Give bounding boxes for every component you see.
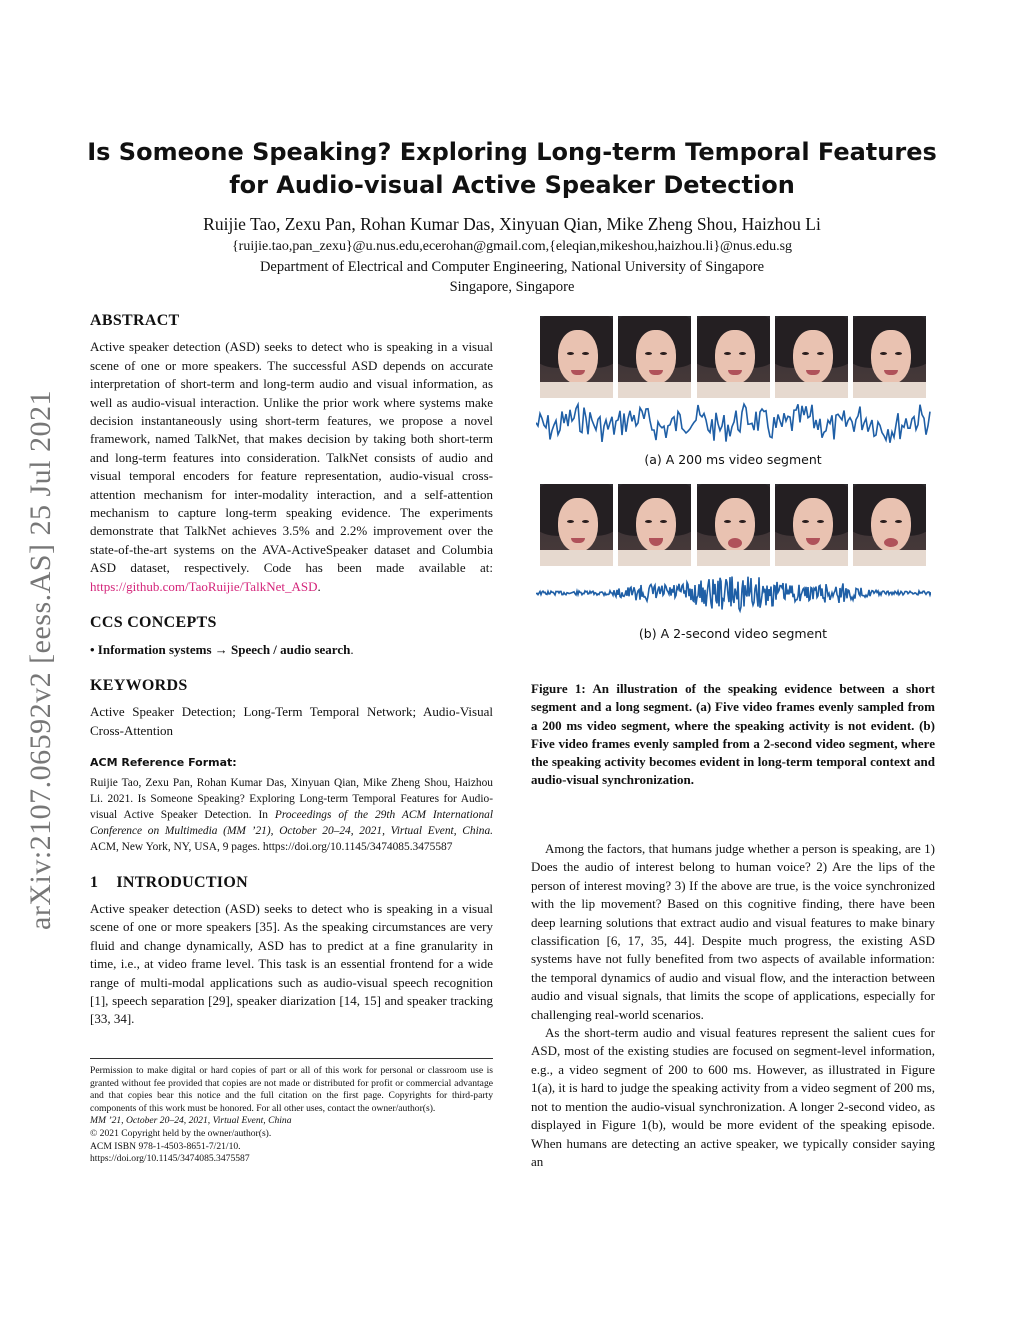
keywords-text: Active Speaker Detection; Long-Term Temporal Network; Audio-Visual Cross-Attention xyxy=(90,704,493,738)
video-frame xyxy=(540,316,613,398)
isbn-line: ACM ISBN 978-1-4503-8651-7/21/10. xyxy=(90,1140,241,1152)
video-frame xyxy=(618,484,691,566)
video-frame xyxy=(697,484,770,566)
intro-paragraph-3: As the short-term audio and visual features represent the salient cues for ASD, most of the existing studies are focused on segment-level information, e.g., a video segment of 200 to 600 ms. However, as illustrated in Figure 1(a), it is hard to judge the speaking activity from a video segment of 200 ms, not to mention the audio-visual synchronization. A longer 2-second video, as displayed in Figure 1(b), would be more evident of the speaking episode. When humans are detecting an active speaker, we typically consider saying an xyxy=(531,1025,935,1169)
video-frame xyxy=(697,316,770,398)
doi-line: https://doi.org/10.1145/3474085.3475587 xyxy=(90,1153,250,1165)
frames-2s xyxy=(540,484,926,566)
subcaption-a: (a) A 200 ms video segment xyxy=(644,452,822,467)
acm-ref-text: Ruijie Tao, Zexu Pan, Rohan Kumar Das, Xinyuan Qian, Mike Zheng Shou, Haizhou Li. 2021. Is Someone Speaking? Exploring Long-term Temporal Features for Audio-visual Active Speaker Detection. In Proceedings of the 29th ACM International Conference on Multimedia (MM ’21), October 20–24, 2021, Virtual Event, China. ACM, New York, NY, USA, 9 pages. https://doi.org/10.1145/3474085.3475587 xyxy=(90,776,493,854)
video-frame xyxy=(853,316,926,398)
video-frame xyxy=(853,484,926,566)
subcaption-b: (b) A 2-second video segment xyxy=(638,626,828,641)
title-line-1: Is Someone Speaking? Exploring Long-term Temporal Features xyxy=(87,138,937,166)
waveform-2s xyxy=(536,568,931,618)
video-frame xyxy=(540,484,613,566)
copyright-line: © 2021 Copyright held by the owner/author(s). xyxy=(90,1127,272,1139)
affiliation: Department of Electrical and Computer Engineering, National University of Singapore xyxy=(259,259,765,275)
waveform-200ms xyxy=(536,398,931,448)
permission-notice: Permission to make digital or hard copies of part or all of this work for personal or classroom use is granted without fee provided that copies are not made or distributed for profit or commercial advantage and that copies bear this notice and the full citation on the first page. Copyrights for third-party components of this work must be honored. For all other uses, contact the owner/author(s). xyxy=(90,1065,493,1114)
acm-ref-heading: ACM Reference Format: xyxy=(90,756,237,770)
title-line-2: for Audio-visual Active Speaker Detection xyxy=(229,171,795,199)
arxiv-stamp: arXiv:2107.06592v2 [eess.AS] 25 Jul 2021 xyxy=(24,390,57,930)
intro-text: Active speaker detection (ASD) seeks to detect who is speaking in a visual scene of one or more speakers [35]. As the speaking circumstances are very fluid and change dynamically, ASD has to predict at a fine granularity in time, i.e., at video frame level. This task is an essential frontend for a wide range of multi-modal applications such as audio-visual speech recognition [1], speech separation [29], speaker diarization [14, 15] and speaker tracking [33, 34]. xyxy=(90,900,493,1027)
frames-200ms xyxy=(540,316,926,398)
author-emails: {ruijie.tao,pan_zexu}@u.nus.edu,ecerohan@gmail.com,{eleqian,mikeshou,haizhou.li}@nus.edu.sg xyxy=(231,239,793,254)
keywords-heading: KEYWORDS xyxy=(90,676,188,694)
intro-heading: 1 INTRODUCTION xyxy=(90,873,248,891)
ccs-item: • Information systems → Speech / audio search. xyxy=(90,641,354,657)
video-frame xyxy=(775,316,848,398)
video-frame xyxy=(618,316,691,398)
affiliation-city: Singapore, Singapore xyxy=(449,279,575,295)
paper-title xyxy=(60,136,964,202)
figure-1 xyxy=(531,312,935,652)
abstract-heading: ABSTRACT xyxy=(90,312,180,329)
figure-caption: Figure 1: An illustration of the speaking evidence between a short segment and a long segment. (a) Five video frames evenly sampled from a 200 ms video segment, where the speaking activity is not evident. (b) Five video frames evenly sampled from a 2-second video segment, where the speaking activity becomes evident in long-term temporal context and audio-visual synchronization. xyxy=(531,681,935,788)
left-column xyxy=(90,312,493,1029)
ccs-heading: CCS CONCEPTS xyxy=(90,614,217,632)
author-list: Ruijie Tao, Zexu Pan, Rohan Kumar Das, Xinyuan Qian, Mike Zheng Shou, Haizhou Li xyxy=(203,214,821,234)
copyright-footnote xyxy=(90,1058,493,1166)
intro-paragraph-2: Among the factors, that humans judge whether a person is speaking, are 1) Does the audio of interest belong to human voice? 2) Are the lips of the person of interest moving? 3) If the above are true, is the voice synchronized with the lip movement? Based on this cognitive finding, there have been deep learning solutions that extract audio and visual features to make binary classification [6, 17, 35, 44]. Despite much progress, the existing ASD systems have not fully benefited from two aspects of available information: the temporal dynamics of audio and visual flow, and the interaction between audio and visual signals, that limits the scope of applications, especially for challenging real-world scenarios. xyxy=(531,841,935,1022)
code-link[interactable]: https://github.com/TaoRuijie/TalkNet_ASD xyxy=(90,578,318,594)
abstract-text: Active speaker detection (ASD) seeks to detect who is speaking in a visual scene of one or more speakers. The successful ASD depends on accurate interpretation of short-term and long-term audio and visual information, as well as audio-visual interaction. Unlike the prior work where systems make decision instantaneously using short-term features, we propose a novel framework, named TalkNet, that makes decision by taking both short-term and long-term features into consideration. TalkNet consists of audio and visual temporal encoders for feature representation, audio-visual cross-attention mechanism for inter-modality interaction, and a self-attention mechanism to capture long-term speaking evidence. The experiments demonstrate that TalkNet achieves 3.5% and 2.2% improvement over the state-of-the-art systems on the AVA-ActiveSpeaker dataset and Columbia ASD dataset, respectively. Code has been made available at: https://github.com/TaoRuijie/TalkNet_ASD. xyxy=(90,339,493,594)
video-frame xyxy=(775,484,848,566)
right-column xyxy=(531,840,935,1171)
venue: MM ’21, October 20–24, 2021, Virtual Event, China xyxy=(90,1115,292,1127)
